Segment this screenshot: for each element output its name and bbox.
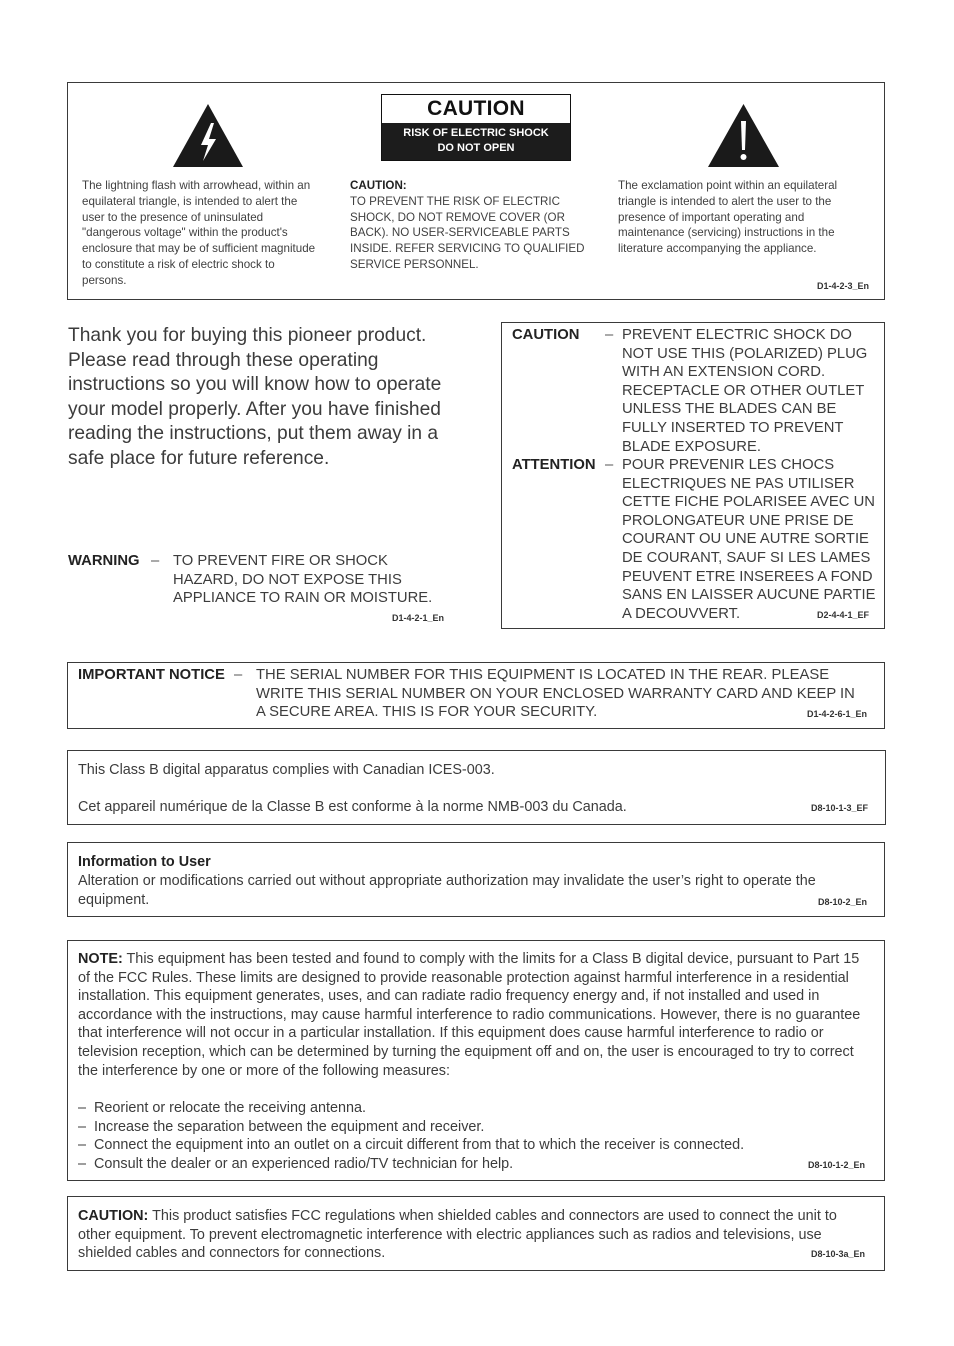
plug-caution-text: PREVENT ELECTRIC SHOCK DO NOT USE THIS (POLARIZED) PLUG WITH AN EXTENSION CORD. RECEPTACLE OR OTHER OUTLET UNLESS THE BLADES CAN BE FULLY INSERTED TO PREVENT BLADE EXPOSURE. bbox=[622, 327, 868, 455]
list-item: – Reorient or relocate the receiving antenna. bbox=[63, 1099, 873, 1118]
list-item: – Consult the dealer or an experienced radio/TV technician for help. bbox=[63, 1155, 873, 1174]
plug-caution-label: CAUTION bbox=[512, 327, 580, 343]
lightning-warning-icon bbox=[172, 103, 244, 168]
thank-you-message: Thank you for buying this pioneer product. Please read through these operating instructions so you will know how to operate your model properly. After you have finished reading the instructions, put them away in a safe place for future reference. bbox=[68, 325, 442, 469]
note-label: NOTE: bbox=[78, 951, 123, 967]
information-heading: Information to User bbox=[78, 854, 211, 870]
information-text: Alteration or modifications carried out without appropriate authorization may invalidate the user’s right to operate the equipment. bbox=[78, 873, 816, 908]
doc-code: D1-4-2-3_En bbox=[817, 281, 870, 291]
important-notice-dash: – bbox=[234, 667, 243, 683]
doc-code: D1-4-2-6-1_En bbox=[807, 709, 868, 719]
plug-attention-label: ATTENTION bbox=[512, 457, 596, 473]
exclamation-explanation: The exclamation point within an equilateral triangle is intended to alert the user to the presence of important operating and maintenance (servicing) instructions in the literature accompanying the appliance. bbox=[618, 179, 838, 256]
caution-body: TO PREVENT THE RISK OF ELECTRIC SHOCK, DO NOT REMOVE COVER (OR BACK). NO USER-SERVICEABLE PARTS INSIDE. REFER SERVICING TO QUALIFIED SERVICE PERSONNEL. bbox=[350, 194, 585, 271]
plug-attention-text: POUR PREVENIR LES CHOCS ELECTRIQUES NE PAS UTILISER CETTE FICHE POLARISEE AVEC UN PROLONGATEUR UNE PRISE DE COURANT OU UNE AUTRE SORTIE DE COURANT, SAUF SI LES LAMES PEUVENT ETRE INSEREES A FOND SANS EN LAISSER AUCUNE PARTIE A DECOUVVERT. bbox=[622, 457, 876, 622]
doc-code: D1-4-2-1_En bbox=[392, 613, 445, 623]
plug-attention-dash: – bbox=[605, 457, 614, 473]
doc-code: D8-10-1-3_EF bbox=[811, 803, 869, 813]
caution-label bbox=[381, 94, 571, 161]
warning-text: TO PREVENT FIRE OR SHOCK HAZARD, DO NOT EXPOSE THIS APPLIANCE TO RAIN OR MOISTURE. bbox=[173, 553, 433, 607]
canada-french-text: Cet appareil numérique de la Classe B est conforme à la norme NMB-003 du Canada. bbox=[78, 799, 627, 815]
label-line-2: DO NOT OPEN bbox=[437, 142, 515, 154]
list-item: – Connect the equipment into an outlet on a circuit different from that to which the receiver is connected. bbox=[63, 1136, 873, 1155]
doc-code: D8-10-1-2_En bbox=[808, 1160, 866, 1170]
doc-code: D8-10-3a_En bbox=[811, 1249, 866, 1259]
fcc-note-paragraph bbox=[78, 950, 873, 1080]
warning-label: WARNING bbox=[68, 553, 140, 569]
fcc-measures-list bbox=[63, 1099, 873, 1173]
fcc-caution-paragraph bbox=[78, 1207, 858, 1263]
plug-caution-dash: – bbox=[605, 327, 614, 343]
important-notice-text: THE SERIAL NUMBER FOR THIS EQUIPMENT IS LOCATED IN THE REAR. PLEASE WRITE THIS SERIAL NUMBER ON YOUR ENCLOSED WARRANTY CARD AND KEEP IN A SECURE AREA. THIS IS FOR YOUR SECURITY. bbox=[256, 667, 855, 721]
list-item: – Increase the separation between the equipment and receiver. bbox=[63, 1118, 873, 1137]
warning-dash: – bbox=[151, 553, 160, 569]
caution-heading: CAUTION: bbox=[350, 179, 407, 192]
doc-code: D8-10-2_En bbox=[818, 897, 868, 907]
doc-code: D2-4-4-1_EF bbox=[817, 610, 870, 620]
caution-label-text: CAUTION: bbox=[78, 1208, 149, 1224]
canada-english-text: This Class B digital apparatus complies with Canadian ICES-003. bbox=[78, 762, 495, 778]
exclamation-warning-icon bbox=[707, 103, 780, 168]
caution-label-title: CAUTION bbox=[427, 97, 525, 120]
caution-label-subtitle bbox=[382, 123, 570, 160]
label-line-1: RISK OF ELECTRIC SHOCK bbox=[403, 127, 549, 139]
note-text: This equipment has been tested and found to comply with the limits for a Class B digital device, pursuant to Part 15 of the FCC Rules. These limits are designed to provide reasonable protection against harmful interference in a residential installation. This equipment generates, uses, and can radiate radio frequency energy and, if not installed and used in accordance with the instructions, may cause harmful interference to radio communications. However, there is no guarantee that interference will not occur in a particular installation. If this equipment does cause harmful interference to radio or television reception, which can be determined by turning the equipment off and on, the user is encouraged to try to correct the interference by one or more of the following measures: bbox=[78, 951, 861, 1079]
important-notice-label: IMPORTANT NOTICE bbox=[78, 667, 225, 683]
caution-text: This product satisfies FCC regulations when shielded cables and connectors are used to connect the unit to other equipment. To prevent electromagnetic interference with electric appliances such as radios and televisions, use shielded cables and connectors for connections. bbox=[78, 1208, 837, 1262]
caution-instruction bbox=[350, 178, 598, 273]
lightning-explanation: The lightning flash with arrowhead, within an equilateral triangle, is intended to alert the user to the presence of uninsulated "dangerous voltage" within the product's enclosure that may be of sufficient magnitude to constitute a risk of electric shock to persons. bbox=[82, 179, 316, 287]
